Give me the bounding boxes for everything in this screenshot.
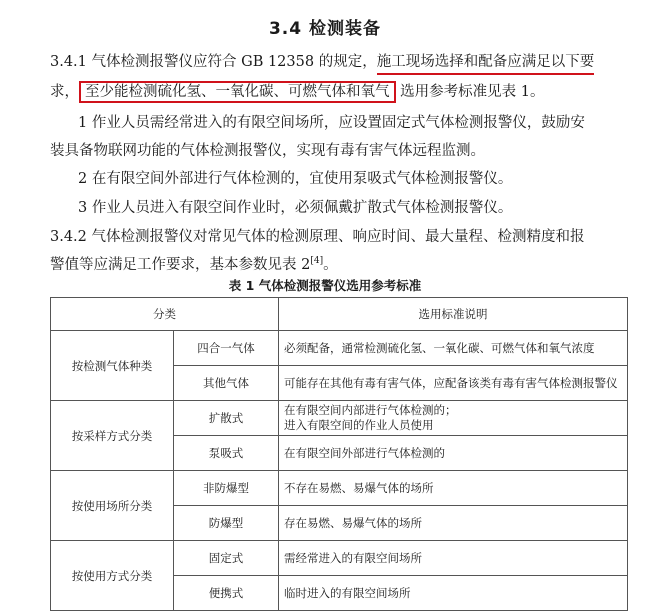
description-cell: 需经常进入的有限空间场所 xyxy=(279,541,628,576)
category-cell: 按检测气体种类 xyxy=(51,331,174,401)
description-cell: 必须配备，通常检测硫化氢、一氧化碳、可燃气体和氧气浓度 xyxy=(279,331,628,366)
table-caption: 表 1 气体检测报警仪选用参考标准 xyxy=(228,278,422,293)
description-cell: 在有限空间外部进行气体检测的 xyxy=(279,436,628,471)
table-row xyxy=(51,401,628,436)
subcategory-cell: 泵吸式 xyxy=(174,436,279,471)
para-341-text: 3.4.1 气体检测报警仪应符合 GB 12358 的规定， xyxy=(50,54,377,70)
category-cell: 按使用方式分类 xyxy=(51,541,174,611)
table-row xyxy=(51,471,628,506)
item-1-line1: 1 作业人员需经常进入的有限空间场所，应设置固定式气体检测报警仪，鼓励安 xyxy=(78,115,585,131)
reference-table xyxy=(50,297,628,611)
reference-superscript: [4] xyxy=(310,256,324,267)
subcategory-cell: 便携式 xyxy=(174,576,279,611)
header-category: 分类 xyxy=(51,298,279,331)
subcategory-cell: 防爆型 xyxy=(174,506,279,541)
para-342-text: 警值等应满足工作要求，基本参数见表 2 xyxy=(50,257,311,273)
category-cell: 按采样方式分类 xyxy=(51,401,174,471)
para-341-line1 xyxy=(50,50,594,71)
description-cell: 在有限空间内部进行气体检测的； 进入有限空间的作业人员使用 xyxy=(279,401,628,436)
table-row xyxy=(51,541,628,576)
subcategory-cell: 其他气体 xyxy=(174,366,279,401)
category-cell: 按使用场所分类 xyxy=(51,471,174,541)
item-2: 2 在有限空间外部进行气体检测的，宜使用泵吸式气体检测报警仪。 xyxy=(78,171,513,187)
table-header-row xyxy=(51,298,628,331)
description-cell: 临时进入的有限空间场所 xyxy=(279,576,628,611)
para-342-line1: 3.4.2 气体检测报警仪对常见气体的检测原理、响应时间、最大量程、检测精度和报 xyxy=(50,229,585,245)
para-341-text-3: 选用参考标准见表 1。 xyxy=(395,84,545,100)
description-cell: 存在易燃、易爆气体的场所 xyxy=(279,506,628,541)
highlight-underline: 施工现场选择和配备应满足以下要 xyxy=(377,54,595,75)
subcategory-cell: 非防爆型 xyxy=(174,471,279,506)
item-3: 3 作业人员进入有限空间作业时，必须佩戴扩散式气体检测报警仪。 xyxy=(78,200,513,216)
subcategory-cell: 四合一气体 xyxy=(174,331,279,366)
section-title: 3.4 检测装备 xyxy=(268,19,382,39)
header-description: 选用标准说明 xyxy=(279,298,628,331)
item-1-line2: 装具备物联网功能的气体检测报警仪，实现有毒有害气体远程监测。 xyxy=(50,143,485,159)
para-342-end: 。 xyxy=(323,257,338,273)
para-341-text-2: 求， xyxy=(50,84,79,100)
highlight-box: 至少能检测硫化氢、一氧化碳、可燃气体和氧气 xyxy=(79,81,396,103)
description-cell: 可能存在其他有毒有害气体，应配备该类有毒有害气体检测报警仪 xyxy=(279,366,628,401)
table-row xyxy=(51,331,628,366)
subcategory-cell: 扩散式 xyxy=(174,401,279,436)
para-341-line2 xyxy=(50,80,544,101)
description-cell: 不存在易燃、易爆气体的场所 xyxy=(279,471,628,506)
para-342-line2 xyxy=(50,253,338,274)
subcategory-cell: 固定式 xyxy=(174,541,279,576)
